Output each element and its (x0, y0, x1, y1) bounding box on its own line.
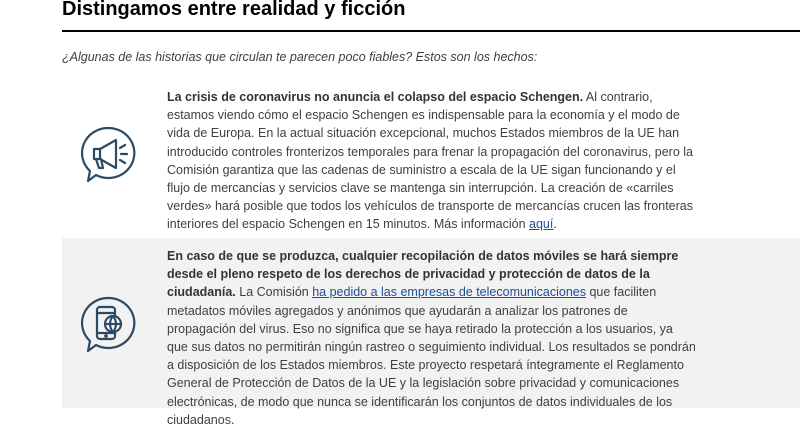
fact-text (167, 247, 697, 429)
fact-headline: La crisis de coronavirus no anuncia el colapso del espacio Schengen. (167, 90, 584, 104)
more-info-link[interactable]: aquí (529, 217, 554, 232)
fact-body-start: La Comisión (235, 285, 313, 300)
fact-item-schengen (62, 80, 800, 238)
fact-headline: En caso de que se produzca, cualquier recopilación de datos móviles se hará siempre desde el pleno respeto de los derechos de privacidad y protección de datos de la ciudadanía. (167, 249, 679, 300)
title-divider (62, 30, 800, 32)
megaphone-speech-bubble-icon (78, 124, 138, 186)
page-title: Distingamos entre realidad y ficción (62, 0, 406, 20)
fact-body: Al contrario, estamos viendo cómo el espacio Schengen es indispensable para la economía y el modo de vida de Europa. En la actual situación excepcional, muchos Estados miembros de la UE han introducido controles fronterizos temporales para frenar la propagación del coronavirus, pero la Comisión garantiza que las cadenas de suministro a escala de la UE sigan funcionando y el flujo de mercancías y servicios clave se mantenga sin interrupción. La creación de «carriles verdes» hará posible que todos los vehículos de transporte de mercancías crucen las fronteras interiores del espacio Schengen en 15 minutos. Más información (167, 90, 693, 232)
fact-body: que faciliten metadatos móviles agregados y anónimos que ayudarán a analizar los patrones de propagación del virus. Eso no significa que se haya retirado la protección a los usuarios, ya que sus datos no permitirán ningún rastreo o seguimiento individual. Los resultados se pondrán a disposición de los Estados miembros. Este proyecto respetará íntegramente el Reglamento General de Protección de Datos de la UE y la legislación sobre privacidad y comunicaciones electrónicas, de modo que nunca se identificarán los conjuntos de datos individuales de los ciudadanos. (167, 285, 696, 427)
fact-body-end: . (553, 217, 557, 232)
fact-text (167, 88, 697, 234)
intro-text: ¿Algunas de las historias que circulan te parecen poco fiables? Estos son los hechos: (62, 50, 538, 64)
fact-item-mobile-data (62, 238, 800, 427)
telecom-request-link[interactable]: ha pedido a las empresas de telecomunicaciones (312, 285, 586, 300)
phone-globe-speech-bubble-icon (78, 294, 138, 356)
